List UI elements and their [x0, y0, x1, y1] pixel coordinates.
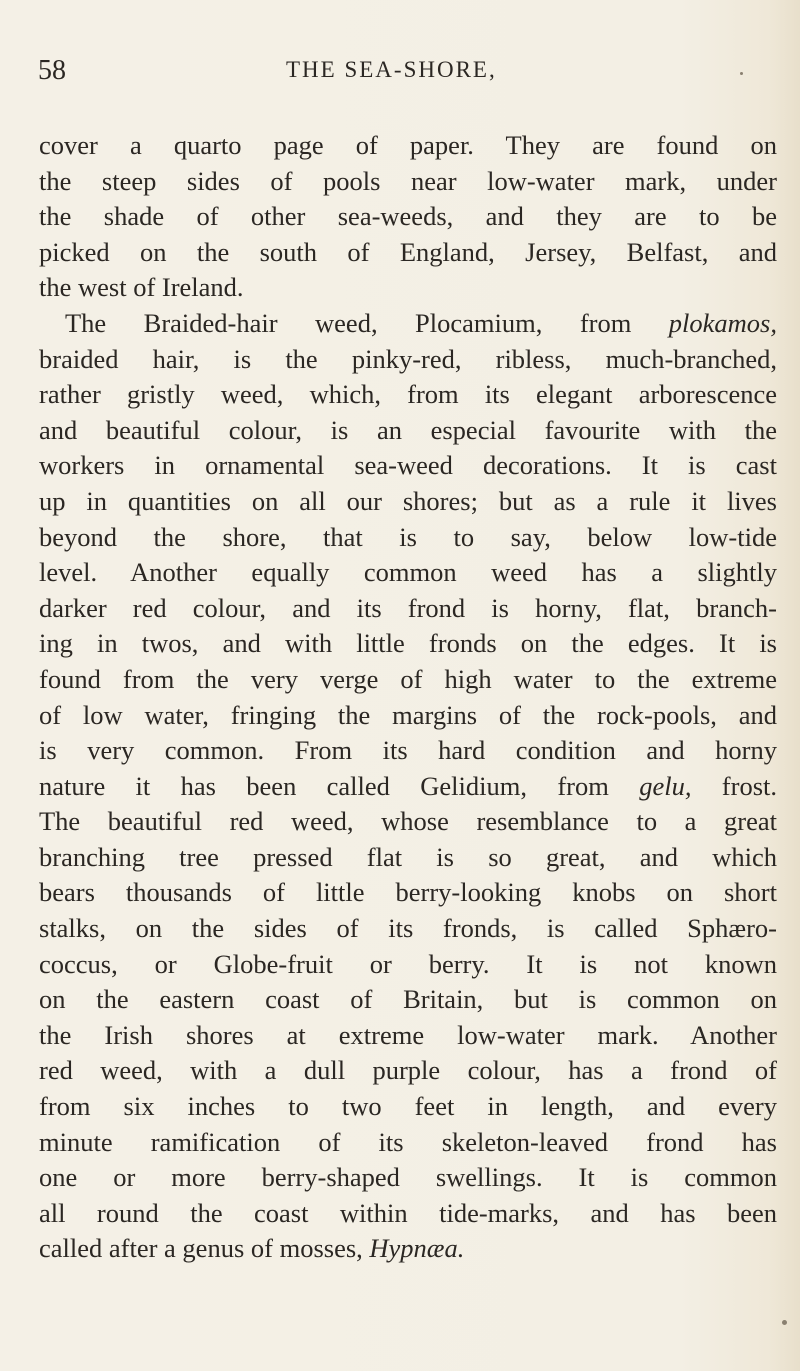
- text-line: beyond the shore, that is to say, below low-tide: [39, 521, 777, 552]
- text-line: found from the very verge of high water to the extreme: [39, 663, 777, 694]
- italic-term: plokamos,: [668, 307, 777, 338]
- italic-term: Hypnæa.: [369, 1233, 465, 1264]
- text-line: the Irish shores at extreme low-water mark. Another: [39, 1019, 777, 1050]
- italic-term: gelu,: [639, 770, 692, 801]
- running-title: THE SEA-SHORE,: [286, 57, 497, 82]
- running-head: [38, 55, 780, 95]
- text-line: bears thousands of little berry-looking knobs on short: [39, 877, 777, 908]
- text-line: coccus, or Globe-fruit or berry. It is not known: [39, 948, 777, 979]
- text-line: level. Another equally common weed has a slightly: [39, 557, 777, 588]
- text-line: rather gristly weed, which, from its elegant arborescence: [39, 379, 777, 410]
- text-line: all round the coast within tide-marks, and has been: [39, 1197, 777, 1228]
- text-line: workers in ornamental sea-weed decorations. It is cast: [39, 450, 777, 481]
- text-line: stalks, on the sides of its fronds, is called Sphæro-: [39, 913, 777, 944]
- text-line: red weed, with a dull purple colour, has a frond of: [39, 1055, 777, 1086]
- text-line: is very common. From its hard condition and horny: [39, 735, 777, 766]
- text-line: The Braided-hair weed, Plocamium, from plokamos,: [65, 307, 777, 338]
- text-line: of low water, fringing the margins of the rock-pools, and: [39, 699, 777, 730]
- text-line: one or more berry-shaped swellings. It is common: [39, 1162, 777, 1193]
- text-line: from six inches to two feet in length, and every: [39, 1091, 777, 1122]
- text-line: the west of Ireland.: [39, 272, 244, 303]
- text-line: branching tree pressed flat is so great, and which: [39, 841, 777, 872]
- paper-speck: [740, 72, 743, 75]
- text-line: minute ramification of its skeleton-leaved frond has: [39, 1126, 777, 1157]
- text-line: braided hair, is the pinky-red, ribless, much-branched,: [39, 343, 777, 374]
- text-line: ing in twos, and with little fronds on the edges. It is: [39, 628, 777, 659]
- text-line: darker red colour, and its frond is horny, flat, branch-: [39, 592, 777, 623]
- text-line: up in quantities on all our shores; but as a rule it lives: [39, 485, 777, 516]
- text-line: called after a genus of mosses, Hypnæa.: [39, 1233, 465, 1264]
- paper-speck: [782, 1320, 787, 1325]
- body-text: [39, 128, 777, 1267]
- text-line: picked on the south of England, Jersey, Belfast, and: [39, 236, 777, 267]
- text-line: cover a quarto page of paper. They are found on: [39, 130, 777, 160]
- text-line: and beautiful colour, is an especial favourite with the: [39, 414, 777, 445]
- text-line: on the eastern coast of Britain, but is common on: [39, 984, 777, 1015]
- text-line: The beautiful red weed, whose resemblance to a great: [39, 806, 777, 837]
- page-number: 58: [38, 55, 66, 86]
- text-line: the steep sides of pools near low-water mark, under: [39, 165, 777, 196]
- text-line: nature it has been called Gelidium, from gelu, frost.: [39, 770, 777, 801]
- text-line: the shade of other sea-weeds, and they are to be: [39, 201, 777, 232]
